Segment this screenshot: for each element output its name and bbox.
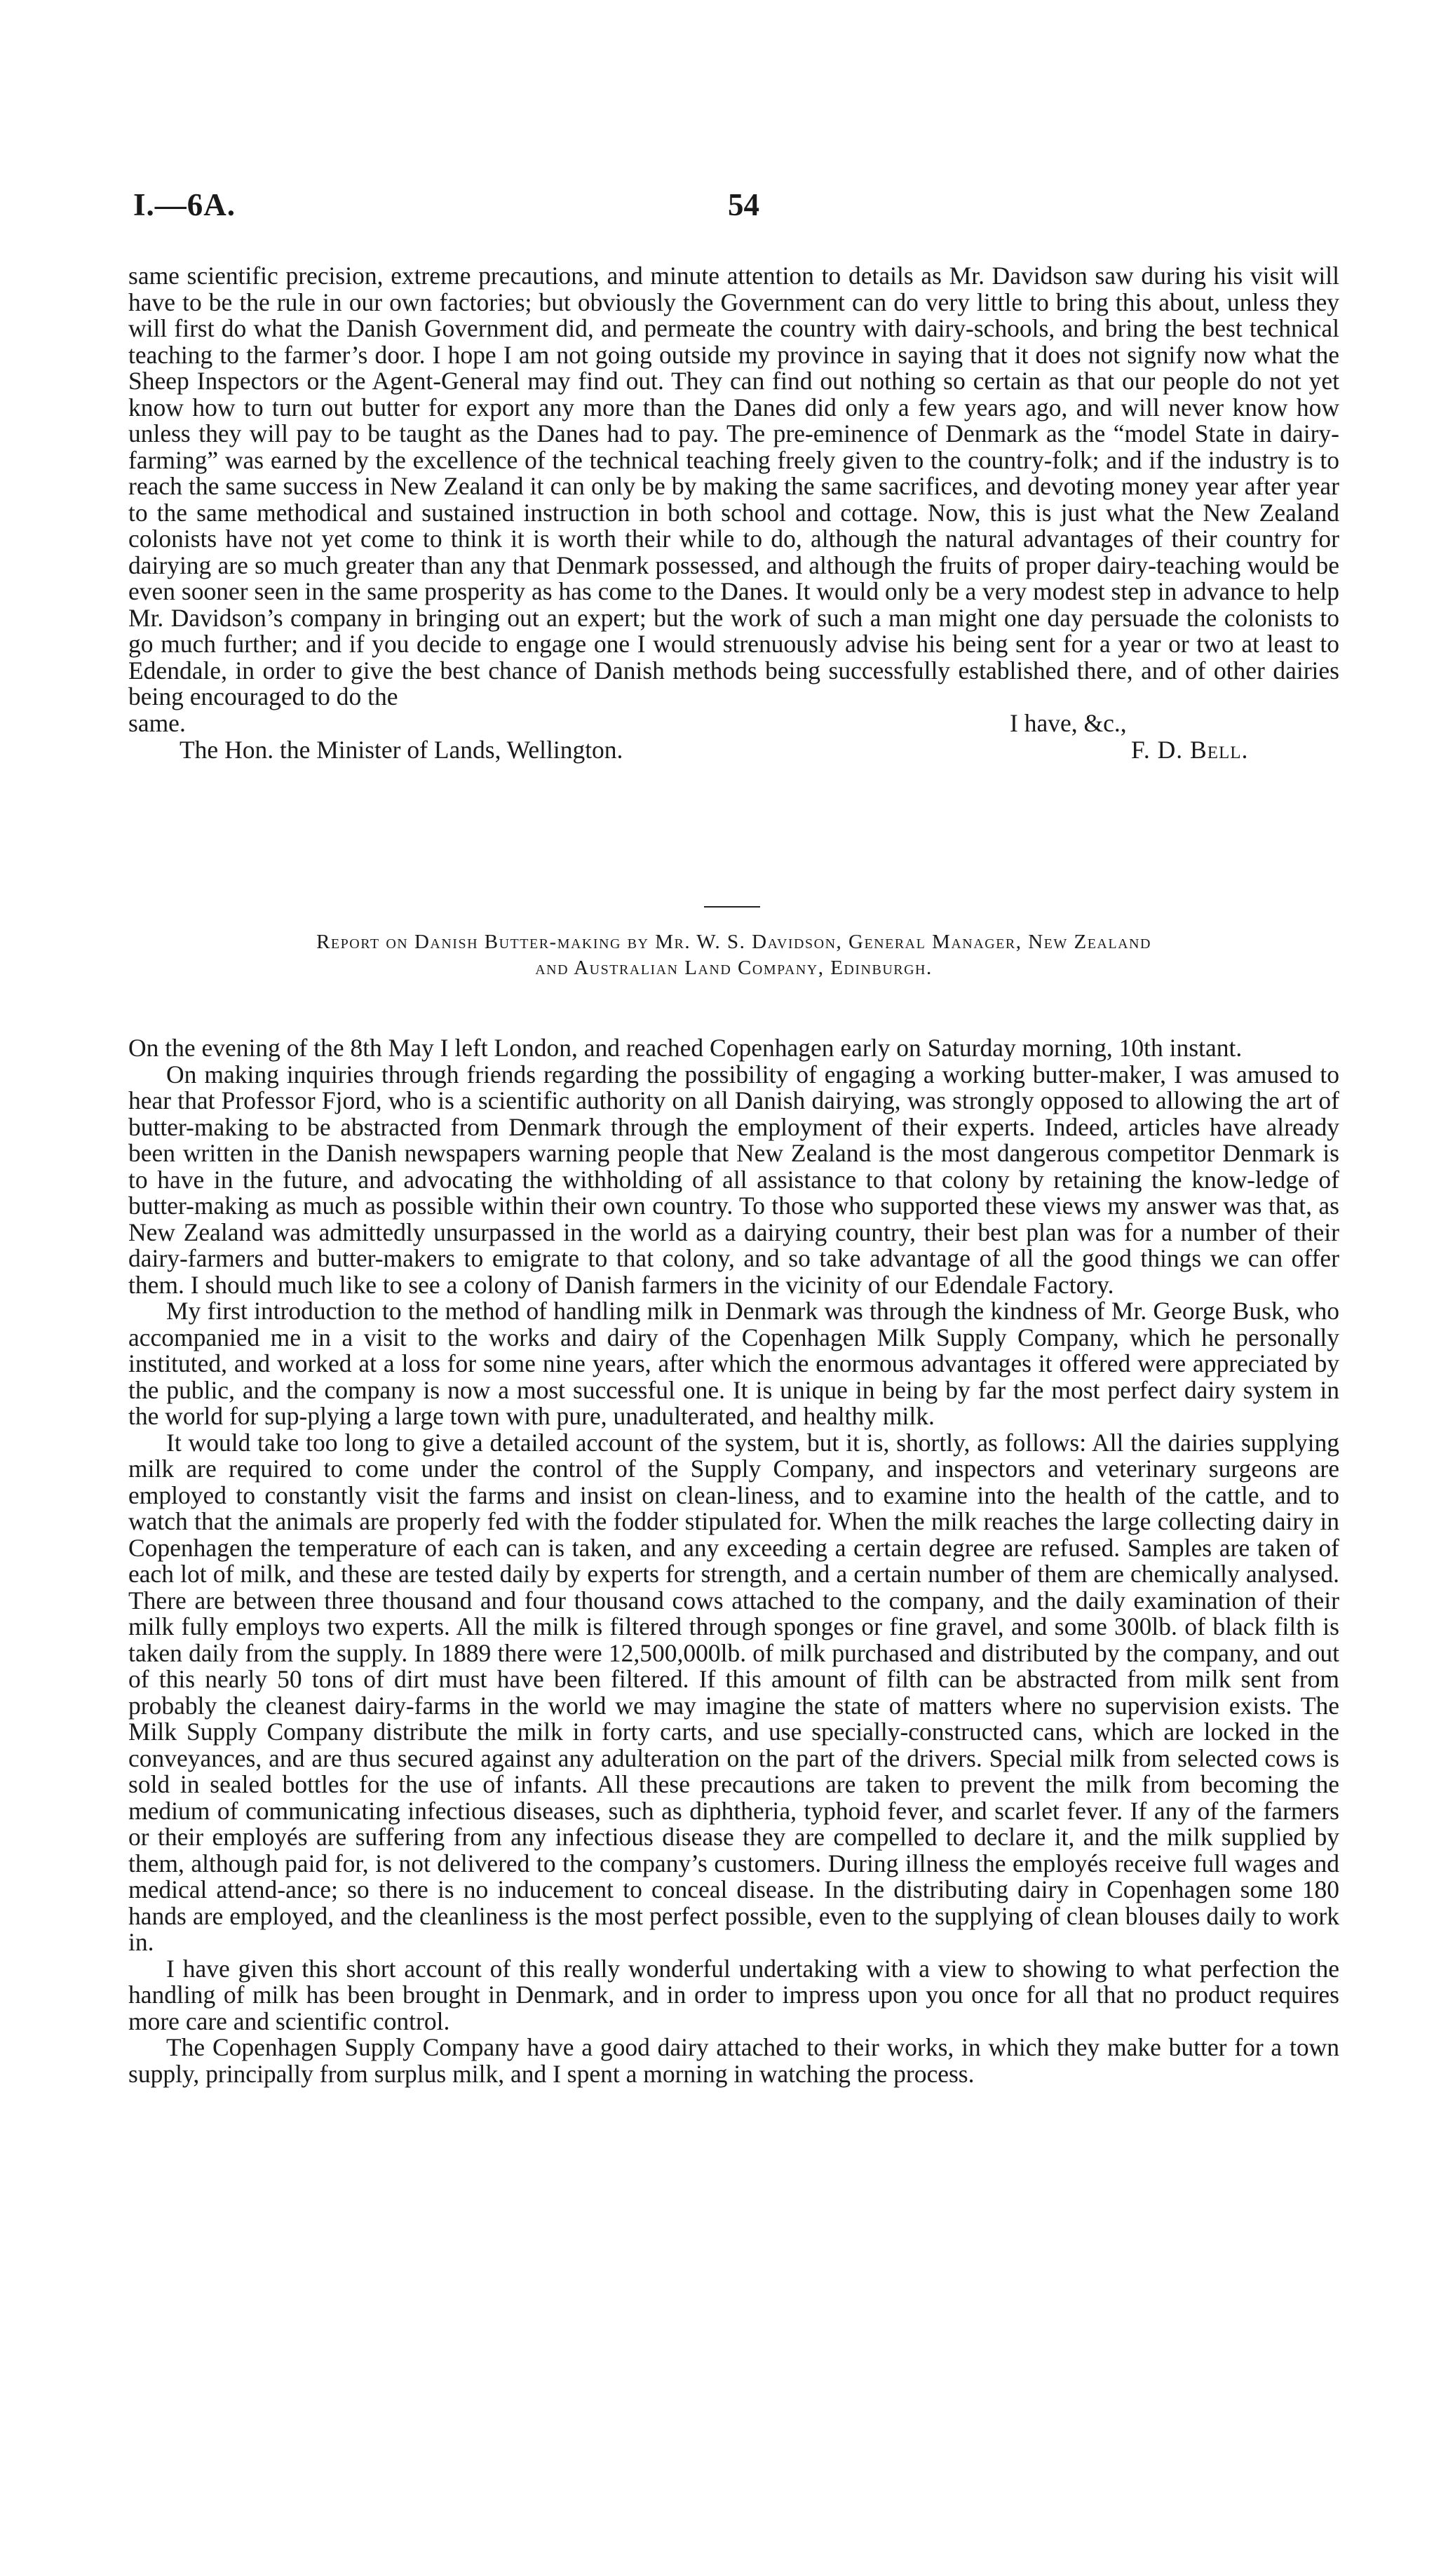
letter-paragraph: same scientific precision, extreme precautions, and minute attention to details as Mr. Davidson saw during his visit will have to be the rule in our own factories; but obviously the Government can do very little to bring this about, unless they will first do what the Danish Government did, and permeate the country with dairy-schools, and bring the best technical teaching to the farmer’s door. I hope I am not going outside my province in saying that it does not signify now what the Sheep Inspectors or the Agent-General may find out. They can find out nothing so certain as that our people do not yet know how to turn out butter for export any more than the Danes did only a few years ago, and will never know how unless they will pay to be taught as the Danes had to pay. The pre-eminence of Denmark as the “model State in dairy-farming” was earned by the excellence of the technical teaching freely given to the country-folk; and if the industry is to reach the same success in New Zealand it can only be by making the same sacrifices, and devoting money year after year to the same methodical and sustained instruction in both school and cottage. Now, this is just what the New Zealand colonists have not yet come to think it is worth their while to do, although the natural advantages of their country for dairying are so much greater than any that Denmark possessed, and although the fruits of proper dairy-teaching would be even sooner seen in the same prosperity as has come to the Danes. It would only be a very modest step in advance to help Mr. Davidson’s company in bringing out an expert; but the work of such a man might one day persuade the colonists to go much further; and if you decide to engage one I would strenuously advise his being sent for a year or two at least to Edendale, in order to give the best chance of Danish methods being successfully established there, and of other dairies being encouraged to do the — [128, 262, 1339, 710]
report-paragraph-6: The Copenhagen Supply Company have a good dairy attached to their works, in which they make butter for a town supply, principally from surplus milk, and I spent a morning in watching the process. — [128, 2033, 1339, 2088]
section-divider — [704, 906, 760, 908]
report-title-line-1: Report on Danish Butter-making by Mr. W. S. Davidson, General Manager, New Zealand — [316, 931, 1151, 953]
report-paragraph-4: It would take too long to give a detailed account of the system, but it is, shortly, as follows: All the dairies supplying milk are required to come under the control of the Supply Company, and inspectors and veterinary surgeons are employed to constantly visit the farms and insist on clean-liness, and to examine into the health of the cattle, and to watch that the animals are properly fed with the fodder stipulated for. When the milk reaches the large collecting dairy in Copenhagen the temperature of each can is taken, and any exceeding a certain degree are refused. Samples are taken of each lot of milk, and these are tested daily by experts for strength, and a certain number of them are chemically analysed. There are between three thousand and four thousand cows attached to the company, and the daily examination of their milk fully employs two experts. All the milk is filtered through sponges or fine gravel, and some 300lb. of black filth is taken daily from the supply. In 1889 there were 12,500,000lb. of milk purchased and distributed by the company, and out of this nearly 50 tons of dirt must have been filtered. If this amount of filth can be abstracted from milk sent from probably the cleanest dairy-farms in the world we may imagine the state of matters where no supervision exists. The Milk Supply Company distribute the milk in forty carts, and use specially-constructed cans, which are locked in the conveyances, and are thus secured against any adulteration on the part of the drivers. Special milk from selected cows is sold in sealed bottles for the use of infants. All these precautions are taken to prevent the milk from becoming the medium of communicating infectious diseases, such as diphtheria, typhoid fever, and scarlet fever. If any of the farmers or their employés are suffering from any infectious disease they are compelled to declare it, and the milk supplied by them, although paid for, is not delivered to the company’s customers. During illness the employés receive full wages and medical attend-ance; so there is no inducement to conceal disease. In the distributing dairy in Copenhagen some 180 hands are employed, and the cleanliness is the most perfect possible, even to the supplying of clean blouses daily to work in. — [128, 1428, 1339, 1956]
report-title-line-2: and Australian Land Company, Edinburgh. — [535, 957, 933, 979]
report-paragraph-1: On the evening of the 8th May I left London, and reached Copenhagen early on Saturday morning, 10th instant. — [128, 1034, 1243, 1062]
report-paragraph-2: On making inquiries through friends regarding the possibility of engaging a working butter-maker, I was amused to hear that Professor Fjord, who is a scientific authority on all Danish dairying, was strongly opposed to allowing the art of butter-making to be abstracted from Denmark through the employment of their experts. Indeed, articles have already been written in the Danish newspapers warning people that New Zealand is the most dangerous competitor Denmark is to have in the future, and advocating the withholding of all assistance to that colony by retaining the know-ledge of butter-making as much as possible within their own country. To those who supported these views my answer was that, as New Zealand was admittedly unsurpassed in the world as a dairying country, their best plan was for a number of their dairy-farmers and butter-makers to emigrate to that colony, and so take advantage of all the good things we can offer them. I should much like to see a colony of Danish farmers in the vicinity of our Edendale Factory. — [128, 1060, 1339, 1299]
signature-line — [128, 737, 1339, 764]
letter-conclusion — [128, 263, 1339, 764]
report-paragraph-3: My first introduction to the method of handling milk in Denmark was through the kindness of Mr. George Busk, who accompanied me in a visit to the works and dairy of the Copenhagen Milk Supply Company, which he personally instituted, and worked at a loss for some nine years, after which the enormous advantages it offered were appreciated by the public, and the company is now a most successful one. It is unique in being by far the most perfect dairy system in the world for sup-plying a large town with pure, unadulterated, and healthy milk. — [128, 1297, 1339, 1430]
report-body — [128, 1035, 1339, 2087]
addressee: The Hon. the Minister of Lands, Wellington. — [180, 735, 623, 764]
page-reference: I.—6A. — [133, 187, 236, 222]
page-number: 54 — [728, 187, 759, 222]
closing-line — [128, 710, 1339, 737]
salutation: I have, &c., — [1010, 708, 1127, 737]
report-paragraph-5: I have given this short account of this really wonderful undertaking with a view to showing to what perfection the handling of milk has been brought in Denmark, and in order to impress upon you once for all that no product requires more care and scientific control. — [128, 1954, 1339, 2035]
report-title — [128, 929, 1339, 981]
closing-word: same. — [128, 708, 186, 737]
signature: F. D. Bell. — [1131, 735, 1249, 764]
